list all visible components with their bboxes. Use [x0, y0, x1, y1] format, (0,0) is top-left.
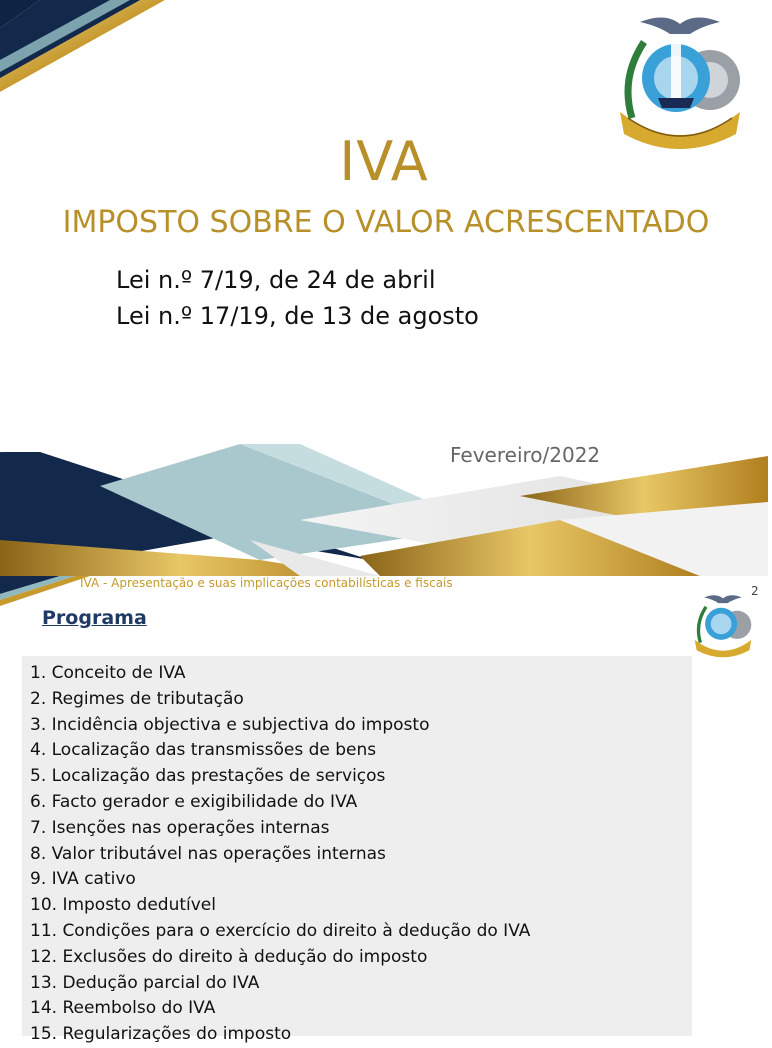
program-slide [0, 576, 768, 1045]
list-item: 11. Condições para o exercício do direito à dedução do IVA [30, 920, 531, 941]
list-item: 2. Regimes de tributação [30, 688, 244, 709]
list-item: 9. IVA cativo [30, 869, 136, 890]
list-item: 4. Localização das transmissões de bens [30, 740, 377, 761]
list-item: 5. Localização das prestações de serviços [30, 766, 386, 787]
program-list-panel [22, 656, 692, 1045]
list-item: 7. Isenções nas operações internas [30, 817, 330, 838]
law-reference-2: Lei n.º 17/19, de 13 de agosto [116, 302, 479, 330]
presentation-subtitle: IMPOSTO SOBRE O VALOR ACRESCENTADO [62, 205, 710, 240]
presentation-date: Fevereiro/2022 [450, 443, 601, 467]
emblem-logo [690, 590, 756, 660]
law-reference-1: Lei n.º 7/19, de 24 de abril [116, 266, 436, 294]
presentation-title: IVA [339, 130, 429, 193]
list-item: 15. Regularizações do imposto [30, 1024, 292, 1045]
list-item: 1. Conceito de IVA [30, 663, 186, 683]
list-item: 3. Incidência objectiva e subjectiva do imposto [30, 714, 430, 735]
list-item: 8. Valor tributável nas operações internas [30, 843, 386, 864]
section-title: Programa [42, 607, 147, 629]
slide-header: IVA - Apresentação e suas implicações contabilísticas e fiscais [80, 576, 453, 590]
list-item: 6. Facto gerador e exigibilidade do IVA [30, 791, 358, 812]
program-list [22, 656, 692, 1048]
list-item: 12. Exclusões do direito à dedução do imposto [30, 946, 428, 967]
list-item: 14. Reembolso do IVA [30, 998, 216, 1019]
list-item: 10. Imposto dedutível [30, 895, 216, 916]
list-item: 13. Dedução parcial do IVA [30, 972, 260, 993]
page-number: 2 [751, 584, 759, 598]
